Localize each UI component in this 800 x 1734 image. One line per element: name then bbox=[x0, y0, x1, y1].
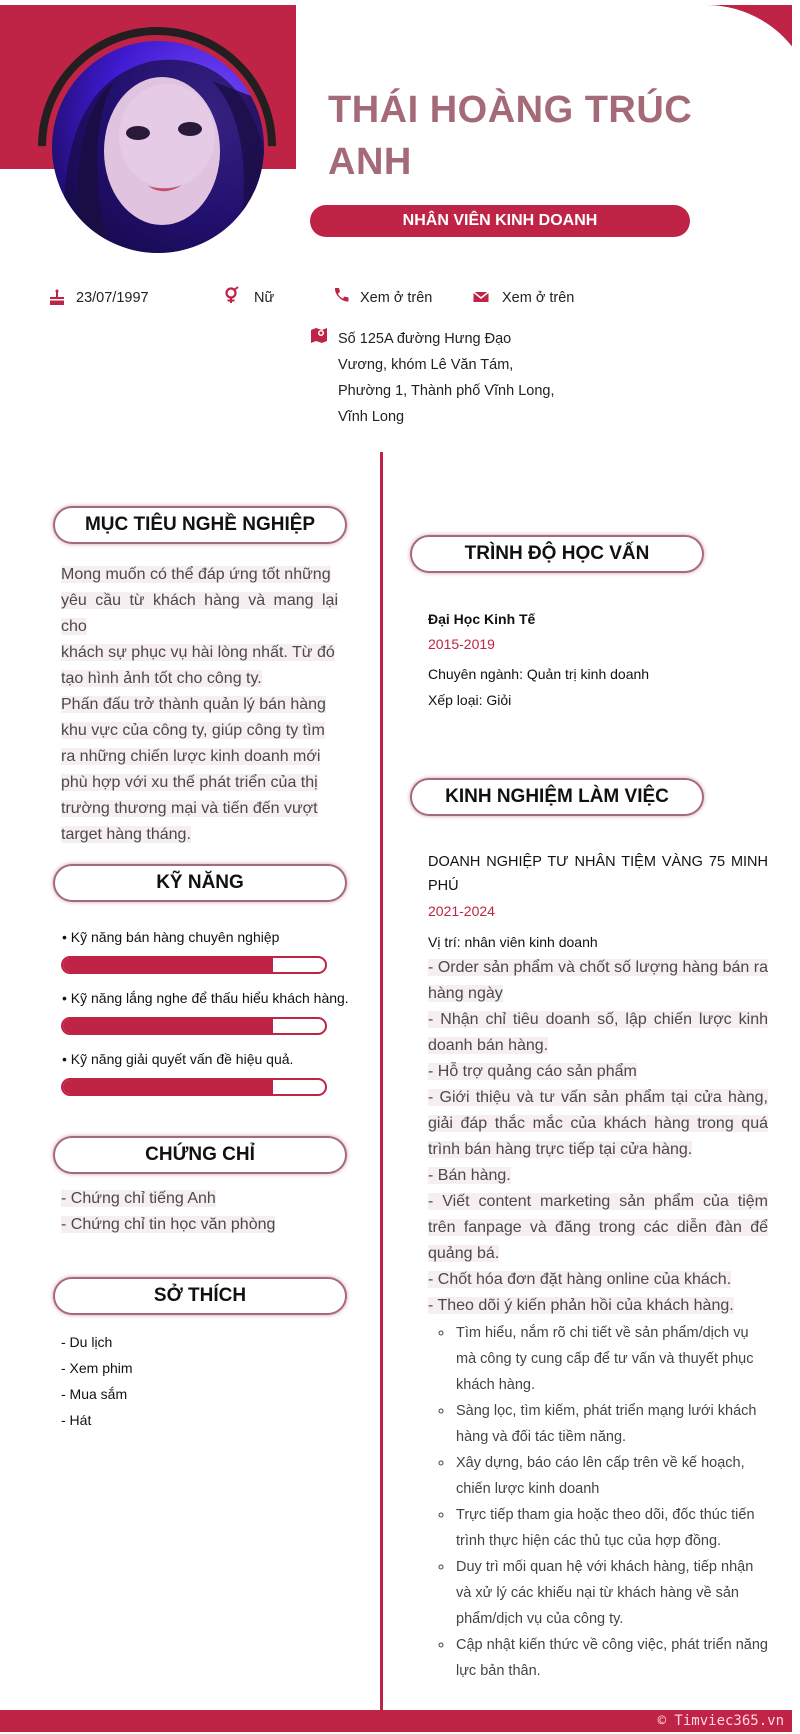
certificate-item: - Chứng chỉ tin học văn phòng bbox=[61, 1216, 276, 1233]
hobbies-heading: SỞ THÍCH bbox=[55, 1279, 345, 1313]
duty-line: - Order sản phẩm và chốt số lượng hàng bán ra bbox=[428, 959, 768, 976]
objective-line: Mong muốn có thể đáp ứng tốt những bbox=[61, 566, 331, 583]
duty-line: trình bán hàng trực tiếp tại cửa hàng. bbox=[428, 1141, 693, 1158]
skill-bar bbox=[61, 1017, 327, 1035]
column-divider bbox=[380, 452, 383, 1710]
education-grade: Xếp loại: Giỏi bbox=[428, 692, 512, 708]
duty-line: - Viết content marketing sản phẩm của tiệm bbox=[428, 1193, 768, 1210]
company-line: PHÚ bbox=[428, 878, 459, 894]
objective-line: target hàng tháng. bbox=[61, 826, 191, 843]
experience-bullet: ◦ Xây dựng, báo cáo lên cấp trên về kế hoạch, chiến lược kinh doanh bbox=[454, 1450, 768, 1502]
skill-bar-fill bbox=[63, 1019, 273, 1033]
objective-line: yêu cầu từ khách hàng và mang lại cho bbox=[61, 592, 338, 635]
duty-line: hàng ngày bbox=[428, 985, 503, 1002]
experience-bullet: ◦ Cập nhật kiến thức về công việc, phát triển năng lực bản thân. bbox=[454, 1632, 768, 1684]
hobbies-list bbox=[61, 1329, 133, 1433]
skill-item bbox=[62, 990, 349, 1006]
objective-line: ra những chiến lược kinh doanh mới bbox=[61, 748, 321, 765]
certificates-list bbox=[61, 1186, 275, 1238]
email-icon bbox=[472, 288, 490, 311]
certificate-item: - Chứng chỉ tiếng Anh bbox=[61, 1190, 216, 1207]
footer-watermark: © Timviec365.vn bbox=[657, 1713, 784, 1729]
birthday-icon bbox=[48, 288, 66, 311]
phone-value: Xem ở trên bbox=[360, 290, 433, 306]
experience-company bbox=[428, 850, 768, 898]
duty-line: doanh bán hàng. bbox=[428, 1037, 549, 1054]
experience-bullet: ◦ Tìm hiểu, nắm rõ chi tiết về sản phẩm/dịch vụ mà công ty cung cấp để tư vấn và thuyết phục khách hàng. bbox=[454, 1320, 768, 1398]
hobby-item: - Xem phim bbox=[61, 1360, 133, 1376]
hobby-item: - Hát bbox=[61, 1412, 92, 1428]
skill-item bbox=[62, 929, 279, 945]
experience-bullet: ◦ Sàng lọc, tìm kiếm, phát triển mạng lưới khách hàng và đối tác tiềm năng. bbox=[454, 1398, 768, 1450]
gender-value: Nữ bbox=[254, 290, 275, 306]
skill-bar-fill bbox=[63, 958, 273, 972]
duty-line: - Theo dõi ý kiến phản hồi của khách hàng. bbox=[428, 1297, 734, 1314]
experience-bullet: ◦ Trực tiếp tham gia hoặc theo dõi, đốc thúc tiến trình thực hiện các thủ tục của hợp đồng. bbox=[454, 1502, 768, 1554]
position-badge: NHÂN VIÊN KINH DOANH bbox=[310, 205, 690, 237]
gender-icon bbox=[222, 286, 240, 309]
experience-years: 2021-2024 bbox=[428, 903, 495, 919]
experience-role: Vị trí: nhân viên kinh doanh bbox=[428, 934, 598, 950]
address-block bbox=[338, 326, 554, 430]
address-line: Vĩnh Long bbox=[338, 409, 405, 425]
skills-heading: KỸ NĂNG bbox=[55, 866, 345, 900]
skill-bar bbox=[61, 956, 327, 974]
objective-line: trường thương mại và tiến đến vượt bbox=[61, 800, 318, 817]
skill-bar bbox=[61, 1078, 327, 1096]
objective-line: phù hợp với xu thế phát triển của thị bbox=[61, 774, 318, 791]
bullet-dot: • bbox=[62, 1051, 67, 1067]
experience-bullet: ◦ Duy trì mối quan hệ với khách hàng, tiếp nhận và xử lý các khiếu nại từ khách hàng về sản phẩm/dịch vụ của công ty. bbox=[454, 1554, 768, 1632]
email-value: Xem ở trên bbox=[502, 290, 575, 306]
duty-line: - Chốt hóa đơn đặt hàng online của khách. bbox=[428, 1271, 732, 1288]
hobby-item: - Mua sắm bbox=[61, 1386, 128, 1402]
birthday-value: 23/07/1997 bbox=[76, 290, 149, 306]
objective-line: Phấn đấu trở thành quản lý bán hàng bbox=[61, 696, 326, 713]
experience-bullets bbox=[428, 1320, 768, 1684]
duty-line: - Hỗ trợ quảng cáo sản phẩm bbox=[428, 1063, 637, 1080]
duty-line: quảng bá. bbox=[428, 1245, 500, 1262]
education-school: Đại Học Kinh Tế bbox=[428, 611, 536, 627]
education-years: 2015-2019 bbox=[428, 636, 495, 652]
skill-label: Kỹ năng bán hàng chuyên nghiệp bbox=[70, 929, 280, 945]
address-line: Phường 1, Thành phố Vĩnh Long, bbox=[338, 383, 555, 399]
education-heading: TRÌNH ĐỘ HỌC VẤN bbox=[412, 537, 702, 571]
objective-line: khách sự phục vụ hài lòng nhất. Từ đó bbox=[61, 644, 335, 661]
duty-line: - Nhận chỉ tiêu doanh số, lập chiến lược kinh bbox=[428, 1011, 768, 1028]
objective-text bbox=[61, 562, 338, 848]
address-line: Vương, khóm Lê Văn Tám, bbox=[338, 357, 514, 373]
experience-heading: KINH NGHIỆM LÀM VIỆC bbox=[412, 780, 702, 814]
avatar-photo bbox=[52, 41, 264, 253]
duty-line: - Giới thiệu và tư vấn sản phẩm tại cửa hàng, bbox=[428, 1089, 768, 1106]
address-icon bbox=[310, 326, 328, 349]
duty-line: trên fanpage và đăng trong các diễn đàn để bbox=[428, 1219, 768, 1236]
skill-bar-fill bbox=[63, 1080, 273, 1094]
hobby-item: - Du lịch bbox=[61, 1334, 113, 1350]
objective-heading: MỤC TIÊU NGHỀ NGHIỆP bbox=[55, 508, 345, 542]
phone-icon bbox=[332, 286, 350, 309]
duty-line: giải đáp thắc mắc của khách hàng trong quá bbox=[428, 1115, 768, 1132]
experience-duties bbox=[428, 955, 768, 1319]
objective-line: tạo hình ảnh tốt cho công ty. bbox=[61, 670, 262, 687]
name-line-2: ANH bbox=[328, 141, 412, 183]
avatar bbox=[52, 41, 264, 253]
duty-line: - Bán hàng. bbox=[428, 1167, 511, 1184]
certificates-heading: CHỨNG CHỈ bbox=[55, 1138, 345, 1172]
objective-line: khu vực của công ty, giúp công ty tìm bbox=[61, 722, 325, 739]
education-major: Chuyên ngành: Quản trị kinh doanh bbox=[428, 666, 650, 682]
bullet-dot: • bbox=[62, 990, 67, 1006]
name-line-1: THÁI HOÀNG TRÚC bbox=[328, 89, 693, 131]
address-line: Số 125A đường Hưng Đạo bbox=[338, 331, 512, 347]
bullet-dot: • bbox=[62, 929, 67, 945]
company-line: DOANH NGHIỆP TƯ NHÂN TIỆM VÀNG 75 MINH bbox=[428, 854, 768, 870]
skill-label: Kỹ năng lắng nghe để thấu hiểu khách hàng. bbox=[70, 990, 349, 1006]
candidate-name bbox=[328, 84, 748, 188]
skill-label: Kỹ năng giải quyết vấn đề hiệu quả. bbox=[70, 1051, 294, 1067]
skill-item bbox=[62, 1051, 293, 1067]
